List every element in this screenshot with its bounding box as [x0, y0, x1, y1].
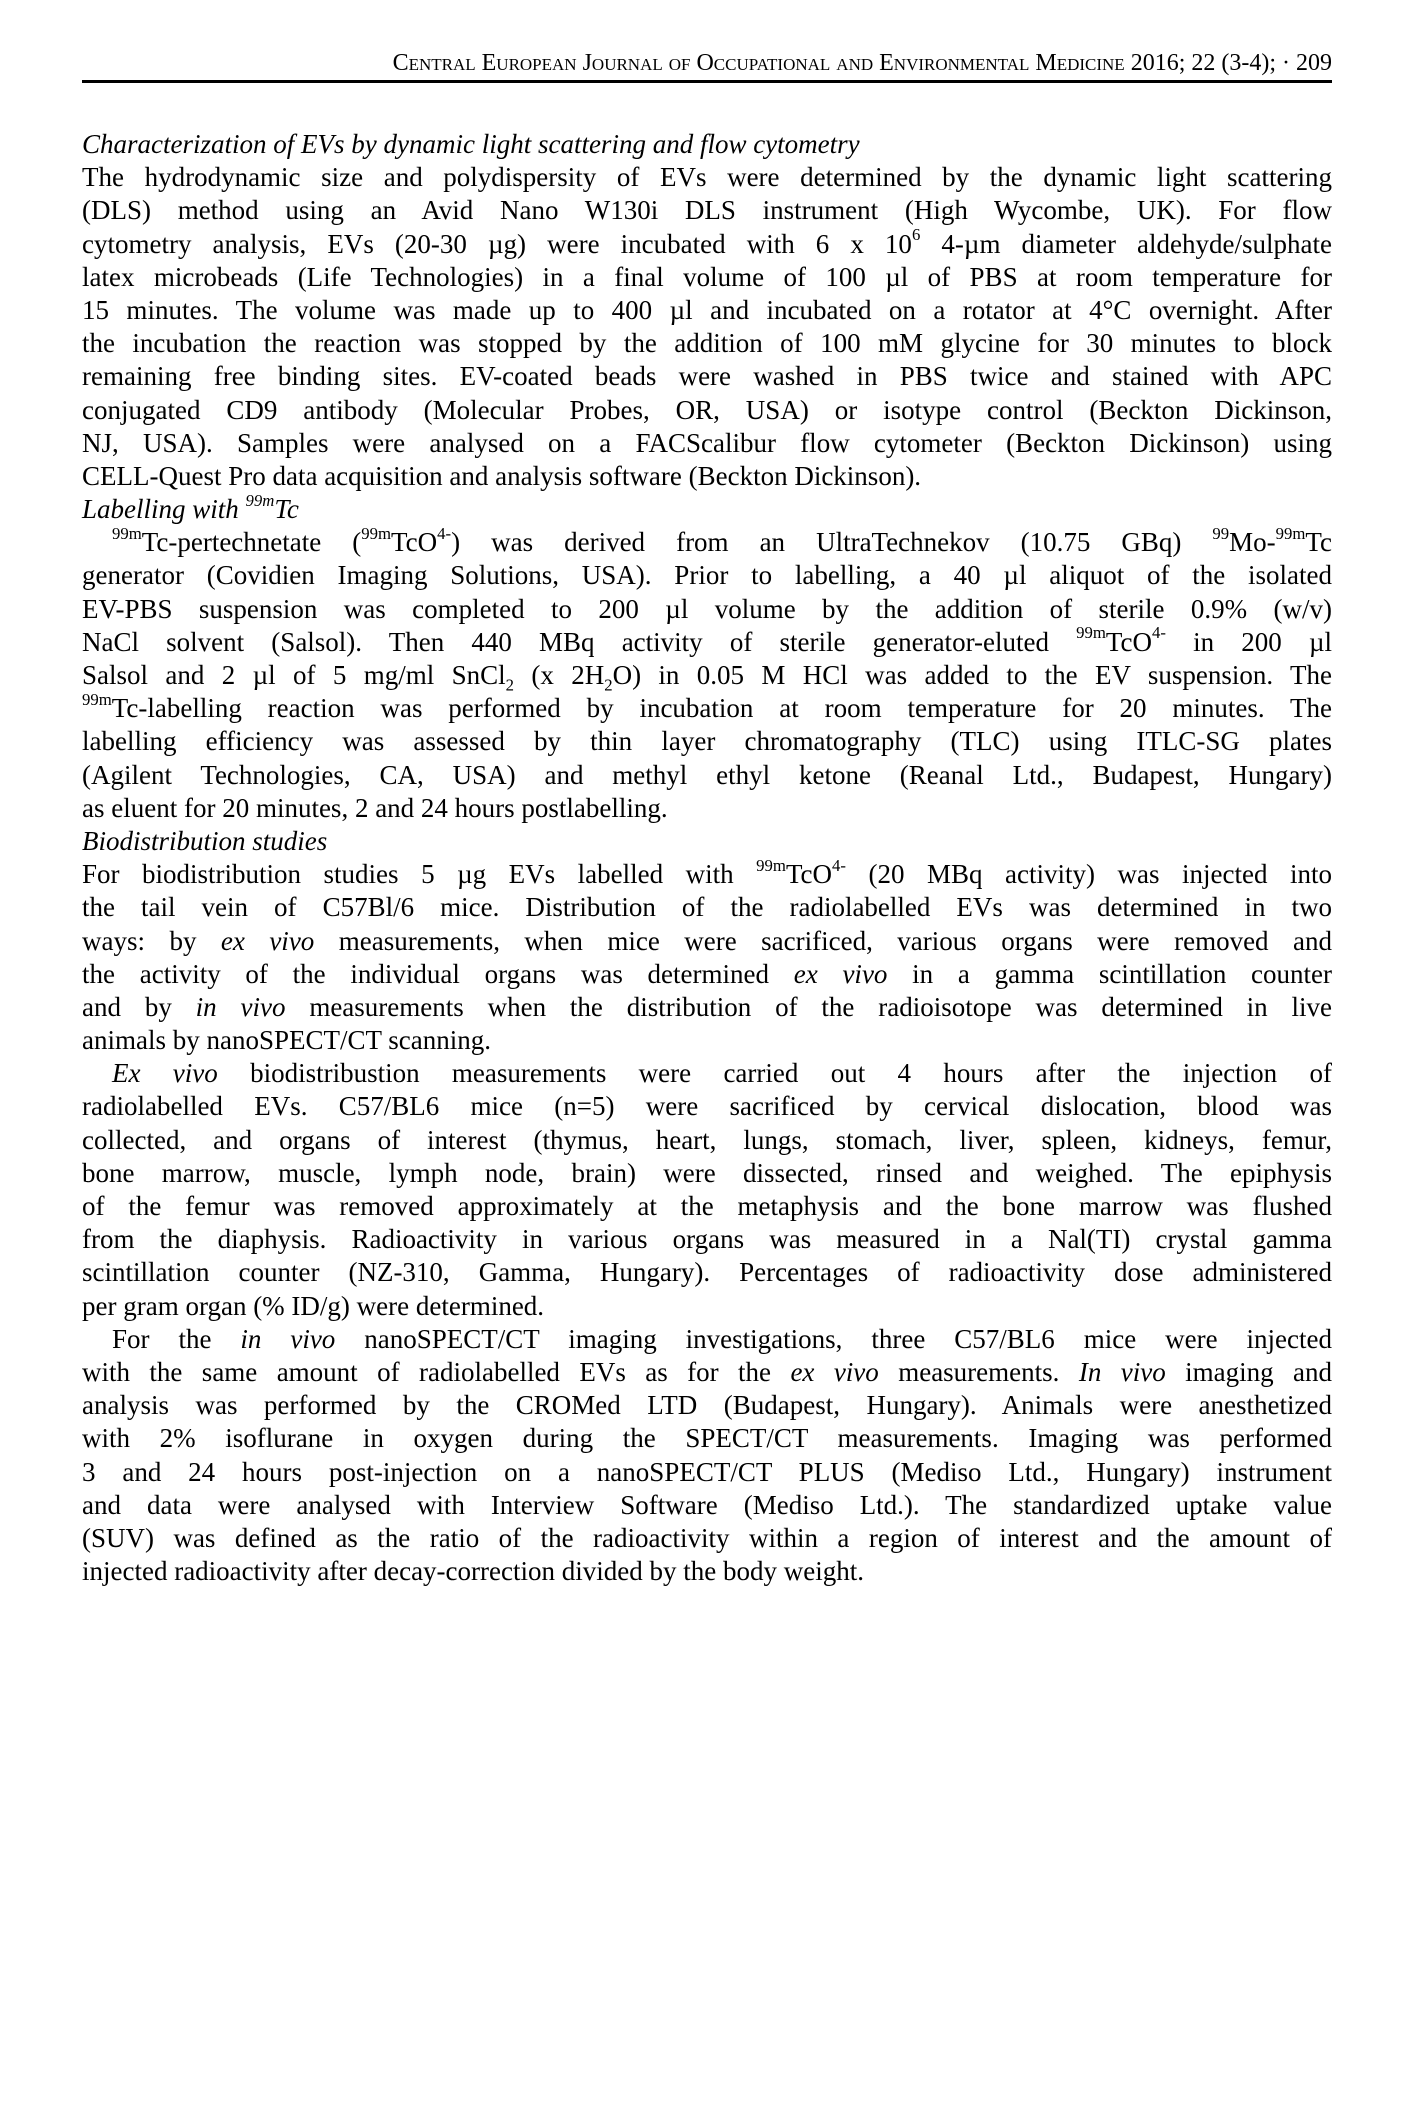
section-heading-characterization: Characterization of EVs by dynamic light scattering and flow cytometry [82, 129, 860, 159]
text-line: of the femur was removed approximately at the metaphysis and the bone marrow was flushed [82, 1191, 1332, 1221]
text-line: $^{99m}$Tc-pertechnetate ($^{99m}$TcO$^{4-}$) was derived from an UltraTechnekov (10.75 GBq) $^{99}$Mo-$^{99m}$Tc [112, 523, 1332, 558]
text-line: per gram organ (% ID/g) were determined. [82, 1290, 545, 1321]
text-line: NaCl solvent (Salsol). Then 440 MBq activity of sterile generator-eluted $^{99m}$TcO$^{4-}$ in 200 µl [82, 623, 1332, 657]
text-line: collected, and organs of interest (thymus, heart, lungs, stomach, liver, spleen, kidneys, femur, [82, 1124, 1332, 1155]
page-body [82, 128, 1332, 1588]
text-line: Salsol and 2 µl of 5 mg/ml SnCl$_2$ (x $2H_2O$) in 0.05 M HCl was added to the EV suspension. The [82, 660, 1332, 695]
text-line: For biodistribution studies 5 µg EVs labelled with $^{99m}$TcO$^{4-}$ (20 MBq activity) was injected into [82, 855, 1333, 890]
text-line: with the same amount of radiolabelled EVs as for the ex vivo measurements. In vivo imaging and [82, 1356, 1332, 1387]
running-header: Central European Journal of Occupational and Environmental Medicine 2016; 22 (3-4); · 209 [392, 50, 1332, 76]
text-line: (SUV) was defined as the ratio of the radioactivity within a region of interest and the amount of [82, 1522, 1332, 1553]
text-line: ways: by ex vivo measurements, when mice were sacrificed, various organs were removed and [82, 925, 1332, 956]
text-line: NJ, USA). Samples were analysed on a FACScalibur flow cytometer (Beckton Dickinson) using [82, 427, 1332, 458]
text-line: 3 and 24 hours post-injection on a nanoSPECT/CT PLUS (Mediso Ltd., Hungary) instrument [82, 1456, 1332, 1487]
text-line: generator (Covidien Imaging Solutions, USA). Prior to labelling, a 40 µl aliquot of the isolated [82, 560, 1332, 591]
section-heading-labelling: Labelling with $^{99m}$Tc [82, 490, 299, 525]
text-line: The hydrodynamic size and polydispersity of EVs were determined by the dynamic light scattering [82, 162, 1332, 193]
text-line: the tail vein of C57Bl/6 mice. Distribution of the radiolabelled EVs was determined in two [82, 892, 1332, 923]
text-line: as eluent for 20 minutes, 2 and 24 hours postlabelling. [82, 792, 668, 823]
text-line: the incubation the reaction was stopped by the addition of 100 mM glycine for 30 minutes to block [82, 328, 1332, 359]
text-line: injected radioactivity after decay-correction divided by the body weight. [82, 1556, 864, 1587]
text-line: from the diaphysis. Radioactivity in various organs was measured in a Nal(TI) crystal gamma [82, 1224, 1332, 1255]
text-line: bone marrow, muscle, lymph node, brain) were dissected, rinsed and weighed. The epiphysis [82, 1157, 1332, 1188]
text-line: For the in vivo nanoSPECT/CT imaging investigations, three C57/BL6 mice were injected [112, 1323, 1332, 1354]
text-line: 15 minutes. The volume was made up to 400 µl and incubated on a rotator at 4°C overnight. After [82, 294, 1332, 325]
text-line: Ex vivo biodistribustion measurements were carried out 4 hours after the injection of [112, 1058, 1332, 1089]
text-line: the activity of the individual organs was determined ex vivo in a gamma scintillation counter [82, 958, 1333, 989]
text-line: and data were analysed with Interview Software (Mediso Ltd.). The standardized uptake value [82, 1489, 1332, 1520]
header-rule [82, 80, 1332, 83]
text-line: labelling efficiency was assessed by thin layer chromatography (TLC) using ITLC-SG plates [82, 726, 1332, 757]
text-line: CELL-Quest Pro data acquisition and analysis software (Beckton Dickinson). [82, 460, 922, 491]
text-line: analysis was performed by the CROMed LTD (Budapest, Hungary). Animals were anesthetized [82, 1390, 1332, 1421]
text-line: radiolabelled EVs. C57/BL6 mice (n=5) were sacrificed by cervical dislocation, blood was [82, 1091, 1332, 1122]
text-line: with 2% isoflurane in oxygen during the SPECT/CT measurements. Imaging was performed [82, 1423, 1332, 1454]
text-line: conjugated CD9 antibody (Molecular Probes, OR, USA) or isotype control (Beckton Dickinson, [82, 394, 1332, 425]
text-line: cytometry analysis, EVs (20-30 µg) were incubated with 6 x $10^6$ 4-µm diameter aldehyde/sulphate [82, 225, 1332, 259]
section-heading-biodistribution: Biodistribution studies [82, 825, 328, 856]
text-line: (DLS) method using an Avid Nano W130i DLS instrument (High Wycombe, UK). For flow [82, 195, 1332, 226]
text-line: animals by nanoSPECT/CT scanning. [82, 1025, 491, 1056]
text-line: latex microbeads (Life Technologies) in a final volume of 100 µl of PBS at room temperature for [82, 261, 1332, 292]
text-line: EV-PBS suspension was completed to 200 µl volume by the addition of sterile 0.9% (w/v) [82, 593, 1332, 624]
text-line: and by in vivo measurements when the distribution of the radioisotope was determined in live [82, 991, 1332, 1022]
text-line: (Agilent Technologies, CA, USA) and methyl ethyl ketone (Reanal Ltd., Budapest, Hungary) [82, 759, 1332, 790]
text-line: $^{99m}$Tc-labelling reaction was performed by incubation at room temperature for 20 minutes. The [82, 689, 1332, 724]
text-line: remaining free binding sites. EV-coated beads were washed in PBS twice and stained with APC [82, 361, 1332, 392]
text-line: scintillation counter (NZ-310, Gamma, Hungary). Percentages of radioactivity dose administered [82, 1257, 1332, 1288]
